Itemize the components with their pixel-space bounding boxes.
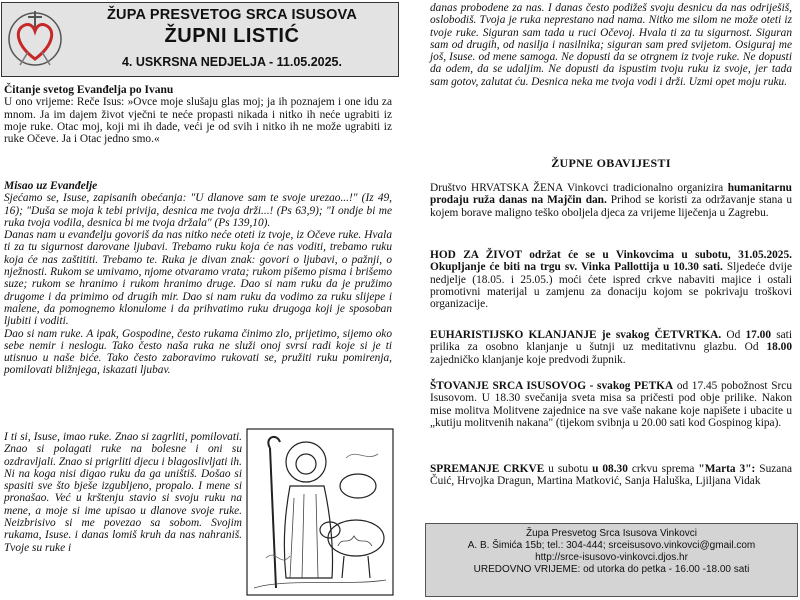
reflection-section [4, 180, 392, 377]
a3-text-post: zajedničko klanjanje koje predvodi župnik. [430, 353, 626, 366]
parish-contact-footer [425, 523, 798, 597]
a5-text-mid: u subotu [544, 463, 593, 475]
newsletter-header [1, 2, 399, 77]
announcement-1 [430, 182, 792, 219]
announcements-heading: ŽUPNE OBAVIJESTI [551, 156, 671, 170]
gospel-heading: Čitanje svetog Evanđelja po Ivanu [4, 84, 174, 96]
a1-text-post: Prihod se koristi za održavanje stana u kojem borave maligno teško oboljela djeca za vrijeme liječenja u Zagrebu. [430, 194, 792, 219]
footer-office-hours: UREDOVNO VRIJEME: od utorka do petka - 16.00 -18.00 sati [473, 564, 750, 575]
reflection-heading: Misao uz Evanđelje [4, 180, 98, 192]
a3-text-bold: EUHARISTIJSKO KLANJANJE je svakog ČETVRTKA. [430, 329, 722, 341]
a1-text-pre: Društvo HRVATSKA ŽENA Vinkovci tradicionalno organizira [430, 182, 728, 194]
footer-parish-name: Župa Presvetog Srca Isusova Vinkovci [525, 528, 697, 539]
reflection-paragraph-5: danas probodene za nas. I danas često podižeš svoju desnicu da nas odriješiš, oslobodiš. Tvoja je ruka neprestano nad nama. Nitko me silom ne može oteti iz tvoje ruke. Siguran sam tada u ruci Očevoj. Hvala ti za tu sigurnost. Siguran sam od drugih, od nasilja i nasilnika; siguran sam pred svijetom. Osiguraj me još, Isuse. od mene samoga. Ne dopusti da se otrgnem iz tvoje ruke. Ne dopusti da odem, da se udaljim. Ne dopusti da ispustim tvoju ruku iz svoje, jer tada sam gotov, zalutat ću. Desnica neka me tvoja vodi i drži. Uzmi opet moju ruku. [430, 2, 792, 88]
a1-text-bold: humanitarnu prodaju ruža danas na Majčin dan. [430, 182, 792, 207]
reflection-continued [4, 431, 242, 554]
a3-text-mid2: sati prilika za osobno klanjanje u šutnji uz meditativnu glazbu. Od [430, 329, 792, 354]
reflection-paragraph-4b: Ni na koga nisi digao ruku da ga uništiš. Došao si spasiti sve što bješe izgubljeno, propalo. I mene si pronašao. Već u krštenju stavio si svoju ruku na mene, a moje si ime upisao u dlanove svoje ruke. Neizbrisivo si me povezao sa sobom. Svojim rukama, Isuse. i danas lomiš kruh da nas nahraniš. Tvoje su ruke i [4, 467, 242, 554]
announcement-3 [430, 329, 792, 366]
issue-date: 4. USKRSNA NEDJELJA - 11.05.2025. [121, 55, 342, 69]
reflection-paragraph-4a: I ti si, Isuse, imao ruke. Znao si zagrliti, pomilovati. Znao si polagati ruke na bolesne i oni su ozdravljali. Znao si prigrliti djecu i blagoslivljati ih. [4, 431, 242, 468]
a5-text-post: Suzana Čuić, Hrvojka Dragun, Martina Matković, Sanja Haluška, Ljiljana Vidak [430, 463, 793, 488]
announcement-4 [430, 380, 792, 429]
a3-time-2: 18.00 [766, 341, 792, 354]
footer-address-contact: A. B. Šimića 15b; tel.: 304-444; srceisusovo.vinkovci@gmail.com [467, 540, 756, 551]
reflection-end [430, 2, 792, 88]
sacred-heart-logo-icon [6, 7, 64, 73]
reflection-paragraph-3: Dao si nam ruke. A ipak, Gospodine, često rukama činimo zlo, prijetimo, sijemo oko sebe nemir i neslogu. Tako često naša ruka ne služi onoj svrsi radi koje si je ti utisnuo u naše biće. Tako često zaboravimo rukovati se, pružiti ruku pomirenja, pomilovati bližnjega, iskazati ljubav. [4, 327, 392, 377]
gospel-section [4, 84, 392, 145]
good-shepherd-illustration-icon [246, 428, 394, 596]
announcement-5 [430, 463, 792, 488]
newsletter-title: ŽUPNI LISTIĆ [164, 25, 300, 47]
a5-team: "Marta 3": [698, 463, 756, 475]
reflection-paragraph-1: Sjećamo se, Isuse, zapisanih obećanja: "U dlanove sam te svoje urezao...!" (Iz 49, 16); "Duša se moja k tebi privija, desnica me tvoja drži...! (Ps 63,9); "I ondje bi me ruka tvoja vodila, desnica bi me tvoja držala" (Ps 139,10). [4, 192, 392, 229]
gospel-text: U ono vrijeme: Reče Isus: »Ovce moje slušaju glas moj; ja ih poznajem i one idu za mnom. Ja im dajem život vječni te neće propasti nikada i nitko ih neće ugrabiti iz moje ruke. Otac moj, koji mi ih dade, veći je od svih i nitko ih ne može ugrabiti iz ruke Očeve. Ja i Otac jedno smo.« [4, 96, 392, 146]
a5-text-mid2: crkvu sprema [627, 463, 699, 475]
a5-text-bold: SPREMANJE CRKVE [430, 463, 545, 475]
reflection-paragraph-2: Danas nam u evanđelju govoriš da nas nitko neće oteti iz tvoje, iz Očeve ruke. Hvala ti za tu sigurnost darovane ljubavi. Trebamo ruku koja će nas voditi, trebamo ruku koja će nas zaštititi. Trebamo te. Ruka je divan znak: govori o ljubavi, o pažnji, o nježnosti. Rukom se umivamo, njome otvaramo vrata; rukom pišemo pisma i brišemo suze; rukom se hranimo i rukom hranimo druge. Dao si nam ruku da je pružimo drugome i da primimo od drugih mir. Dao si nam ruku da vodimo za ruku slijepe i malene, da pomognemo klonulome i da prihvatimo ruku drugoga koji je sposoban ljubiti i voditi. [4, 229, 392, 328]
a4-text-post: od 17.45 pobožnost Srcu Isusovom. U 18.30 svečanija sveta misa sa pričesti pod obje prilike. Nakon mise molitva Molitvene zajednice na sve vaše nakane koje napišete i ubacite u „kutiju molitvenih nakana" (tijekom svibnja u 20.00 sati kod Gospinog kipa). [430, 380, 792, 429]
a5-time: u 08.30 [592, 463, 628, 475]
a2-text-bold: HOD ZA ŽIVOT održat će se u Vinkovcima u subotu, 31.05.2025. Okupljanje će biti na trgu sv. Vinka Pallottija u 10.30 sati. [430, 249, 792, 274]
a3-text-mid: Od [721, 329, 746, 341]
a2-text-post: Sljedeće dvije nedjelje (18.05. i 25.05.) moći ćete ispred crkve nabaviti majice i ostali promotivni materijal u zamjenu za donaciju kojom se pokrivaju troškovi organizacije. [430, 261, 792, 311]
a4-text-bold: ŠTOVANJE SRCA ISUSOVOG - svakog PETKA [430, 380, 674, 392]
announcement-2 [430, 249, 792, 310]
footer-website-link[interactable]: http://srce-isusovo-vinkovci.djos.hr [535, 552, 688, 563]
parish-title: ŽUPA PRESVETOG SRCA ISUSOVA [106, 7, 358, 23]
a3-time-1: 17.00 [745, 329, 772, 341]
